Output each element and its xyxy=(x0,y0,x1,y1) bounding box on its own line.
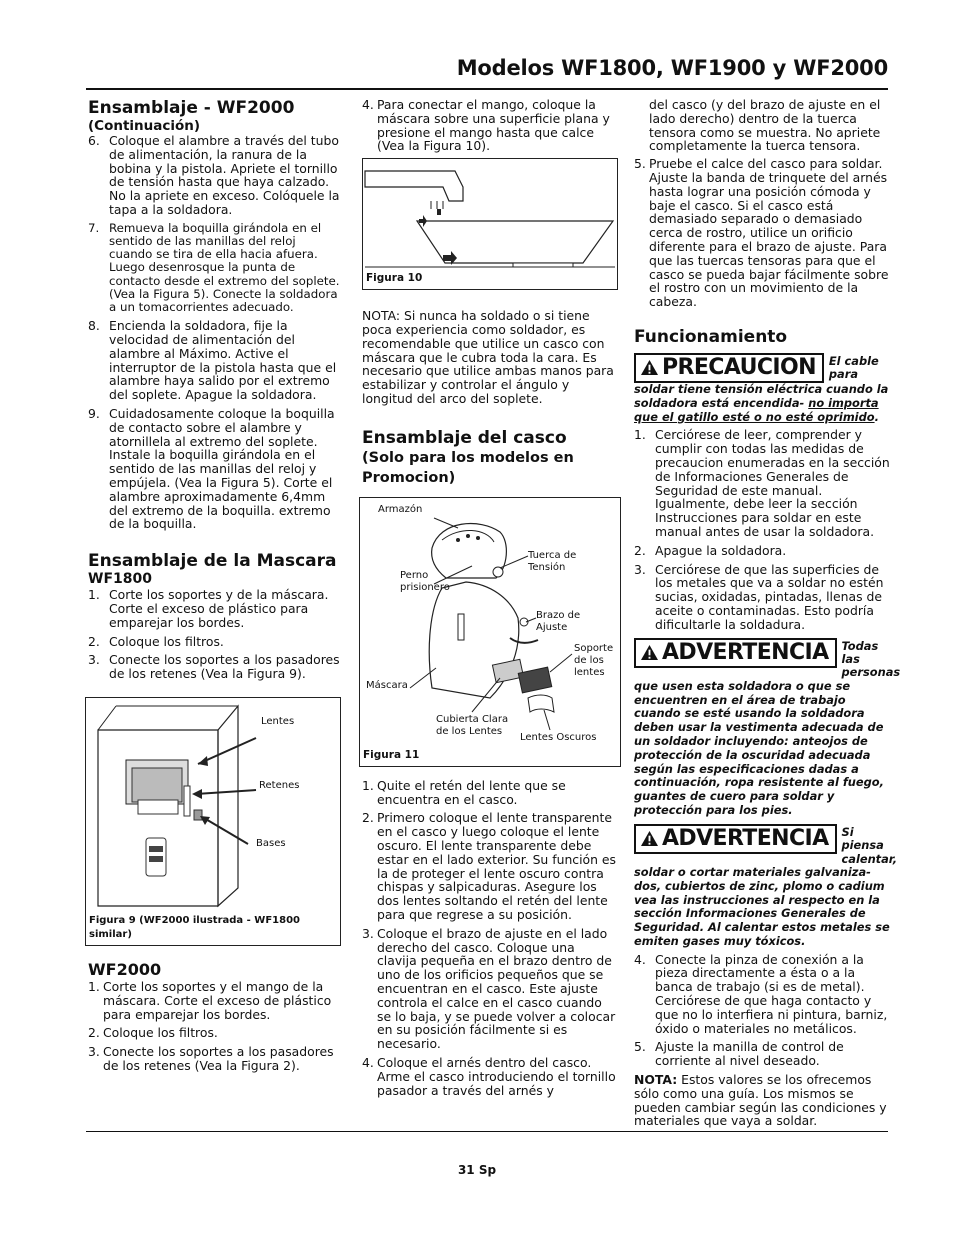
heading-wf2000: WF2000 xyxy=(88,959,162,979)
assembly-steps xyxy=(88,134,340,531)
figure-11-label-perno: Perno prisionero xyxy=(400,569,450,593)
list-item: 2. Apague la soldadora. xyxy=(634,542,787,558)
advertencia-body-2: soldar o cortar materiales galvaniza-dos, cubiertos de zinc, plomo o cadium vea las instrucciones al respecto en la sección Informaciones Generales de Seguridad. Al calentar estos metales se emiten gases muy tóxicos. xyxy=(634,864,890,948)
column-left xyxy=(88,98,340,1078)
casco-steps xyxy=(362,779,618,1098)
advertencia-warning-2 xyxy=(634,824,898,866)
precaucion-warning xyxy=(634,353,890,383)
figure-10-caption: Figura 10 xyxy=(366,272,423,285)
list-item: 6. Coloque el alambre a través del tubo de alimentación, la ranura de la bobina y la pistola. Apriete el tornillo de tensión hasta que haya calzado. No la apriete en exceso. Colóquele la tapa a la soldadora. xyxy=(88,133,340,217)
advertencia-warning-1 xyxy=(634,638,901,680)
operation-steps-b xyxy=(634,953,890,1068)
figure-11-label-brazo: Brazo de Ajuste xyxy=(536,609,581,633)
advertencia-label: ADVERTENCIA xyxy=(662,639,829,665)
nota-final: NOTA: Estos valores se los ofrecemos sólo como una guía. Los mismos se pueden cambiar según las condiciones y materiales que vaya a soldar. xyxy=(634,1072,887,1129)
figure-11 xyxy=(359,497,621,767)
list-item: 7. Remueva la boquilla girándola en el sentido de las manillas del reloj cuando se tira de ella hacia afuera. Luego desenrosque la punta de contacto desde el extremo del soplete. (Vea la Figura 5). Conecte la soldadora a un tomacorrientes adecuado. xyxy=(88,220,340,314)
figure-9-illustration xyxy=(86,698,340,923)
warning-triangle-icon xyxy=(640,359,659,376)
list-item: 1. Corte los soportes y de la máscara. Corte el exceso de plástico para emparejar los bordes. xyxy=(88,587,329,630)
heading-mascara: Ensamblaje de la Mascara xyxy=(88,551,337,572)
list-item: 1. Quite el retén del lente que se encuentra en el casco. xyxy=(362,777,566,807)
continued-paragraph: del casco (y del brazo de ajuste en el lado derecho) dentro de la tuerca tensora como se muestra. No apriete completamente la tuerca tensora. xyxy=(649,97,881,154)
header-rule xyxy=(86,88,888,90)
list-item: 1. Cerciórese de leer, comprender y cumplir con todas las medidas de precaucion enumeradas en la sección de Informaciones Generales de Seguridad de este manual. Igualmente, debe leer la sección Instrucciones para soldar en este manual antes de usar la soldadora. xyxy=(634,427,890,539)
list-item: 3. Conecte los soportes a los pasadores de los retenes (Vea la Figura 9). xyxy=(88,652,340,682)
list-item: 3. Coloque el brazo de ajuste en el lado derecho del casco. Coloque una clavija pequeña en el brazo dentro de uno de los orificios pequeños que se encuentran en el casco. Este ajuste controla el calce en el casco cuando se lo baja, y se puede volver a colocar en su posición fácilmente si es necesario. xyxy=(362,925,616,1052)
mascara-steps xyxy=(88,588,340,681)
handle-step xyxy=(362,98,618,153)
page-number: 31 Sp xyxy=(457,1163,497,1177)
advertencia-label-box xyxy=(634,824,837,854)
list-item: 2. Coloque los filtros. xyxy=(88,1025,218,1041)
advertencia-side-text: Si piensa calentar, xyxy=(841,824,898,866)
warning-triangle-icon xyxy=(640,830,659,847)
footer-rule xyxy=(86,1131,888,1132)
fit-step xyxy=(634,157,890,309)
precaucion-label: PRECAUCION xyxy=(662,354,816,380)
heading-ensamblaje-wf2000: Ensamblaje - WF2000 xyxy=(88,98,295,118)
figure-10 xyxy=(362,158,618,290)
list-item: 4. Conecte la pinza de conexión a la pieza directamente a ésta o a la banca de trabajo (si es de metal). Cerciórese de que haga contacto y que no lo interfiera ni pintura, barniz, óxido o materiales no metálicos. xyxy=(634,951,888,1036)
list-item: 2. Primero coloque el lente transparente en el casco y luego coloque el lente oscuro. El lente transparente debe estar en el lado exterior. Su función es la de proteger el lente oscuro contra chispas y salpicaduras. Asegure los dos lentes soltando el retén del lente para que regrese a su posición. xyxy=(362,810,617,922)
precaucion-side-text: El cable para xyxy=(828,353,879,382)
precaucion-label-box xyxy=(634,353,824,383)
list-item: 5. Pruebe el calce del casco para soldar. Ajuste la banda de trinquete del arnés hasta lograr una posición cómoda y baje el casco. Si el casco está demasiado separado o demasiado cerca de rostro, utilice un orificio diferente para el brazo de ajuste. Para que las tuercas tensoras para que el casco se pueda bajar fácilmente sobre el rostro con un movimiento de la cabeza. xyxy=(634,156,889,310)
figure-11-label-soporte: Soporte de los lentes xyxy=(574,642,614,678)
heading-casco-subtitle: (Solo para los modelos en Promocion) xyxy=(362,449,574,486)
column-right xyxy=(634,97,901,1129)
figure-9 xyxy=(85,697,341,946)
heading-funcionamiento: Funcionamiento xyxy=(634,326,788,347)
nota-paragraph: NOTA: Si nunca ha soldado o si tiene poca experiencia como soldador, es recomendable que utilice un casco con máscara que le cubra toda la cara. Es necesario que utilice ambas manos para estabilizar y controlar el ángulo y longitud del arco del soplete. xyxy=(362,308,614,406)
heading-casco: Ensamblaje del casco xyxy=(362,427,567,448)
list-item: 4. Coloque el arnés dentro del casco. Arme el casco introduciendo el tornillo pasador a través del arnés y xyxy=(362,1054,616,1098)
column-middle xyxy=(362,98,618,1102)
operation-steps-a xyxy=(634,428,890,631)
warning-triangle-icon xyxy=(640,644,659,661)
list-item: 9. Cuidadosamente coloque la boquilla de contacto sobre el alambre y atornillela al extremo del soplete. Instale la boquilla girándola en el sentido de las manillas del reloj y empújela. (Vea la Figura 5). Corte el alambre aproximadamente 6,4mm del extremo de la boquilla. extremo de la boquilla. xyxy=(88,405,335,532)
list-item: 3. Cerciórese de que las superficies de los metales que va a soldar no estén sucias, oxidadas, pintadas, llenas de aceite o contaminadas. Esto podría dificultarle la soldadura. xyxy=(634,561,884,632)
list-item: 1. Corte los soportes y el mango de la máscara. Corte el exceso de plástico para emparejar los bordes. xyxy=(88,978,332,1022)
list-item: 3. Conecte los soportes a los pasadores de los retenes (Vea la Figura 2). xyxy=(88,1044,334,1073)
figure-9-label-bases: Bases xyxy=(256,837,286,849)
figure-11-label-oscuros: Lentes Oscuros xyxy=(520,731,597,743)
heading-continuacion: (Continuación) xyxy=(88,118,201,134)
wf2000-steps xyxy=(88,980,340,1073)
list-item: 4. Para conectar el mango, coloque la máscara sobre una superficie plana y presione el mango hasta que calce (Vea la Figura 10). xyxy=(362,97,610,154)
advertencia-side-text: Todas las personas xyxy=(841,638,901,680)
figure-9-label-lentes: Lentes xyxy=(261,715,295,727)
heading-wf1800: WF1800 xyxy=(88,571,152,588)
precaucion-body: soldar tiene tensión eléctrica cuando la soldadora está encendida- no importa que el gatillo esté o no esté oprimido. xyxy=(634,381,889,424)
figure-10-illustration xyxy=(363,159,617,269)
figure-11-label-mascara: Máscara xyxy=(366,679,408,691)
list-item: 2. Coloque los filtros. xyxy=(88,633,224,649)
list-item: 5. Ajuste la manilla de control de corriente al nivel deseado. xyxy=(634,1039,844,1069)
page-title: Modelos WF1800, WF1900 y WF2000 xyxy=(456,56,888,80)
advertencia-label-box xyxy=(634,638,837,668)
advertencia-body-1: que usen esta soldadora o que se encuentren en el área de trabajo cuando se esté usando la soldadora deben usar la vestimenta adecuada de un soldador incluyendo: anteojos de protección de la oscuridad adecuada según las especificaciones dadas a continuación, ropa resistente al fuego, guantes de cuero para soldar y protección para los pies. xyxy=(634,678,884,817)
figure-11-label-tuerca: Tuerca de Tensión xyxy=(528,549,577,573)
figure-9-label-retenes: Retenes xyxy=(259,779,300,791)
list-item: 8. Encienda la soldadora, fije la velocidad de alimentación del alambre al Máximo. Active el interruptor de la pistola hasta que el alambre haya salido por el extremo del soplete. Apague la soldadora. xyxy=(88,318,337,403)
figure-9-caption: Figura 9 (WF2000 ilustrada - WF1800 similar) xyxy=(89,915,300,941)
figure-11-label-armazon: Armazón xyxy=(378,503,423,515)
figure-11-label-cubierta: Cubierta Clara de los Lentes xyxy=(436,713,509,737)
advertencia-label: ADVERTENCIA xyxy=(662,825,829,851)
figure-11-caption: Figura 11 xyxy=(363,748,420,761)
